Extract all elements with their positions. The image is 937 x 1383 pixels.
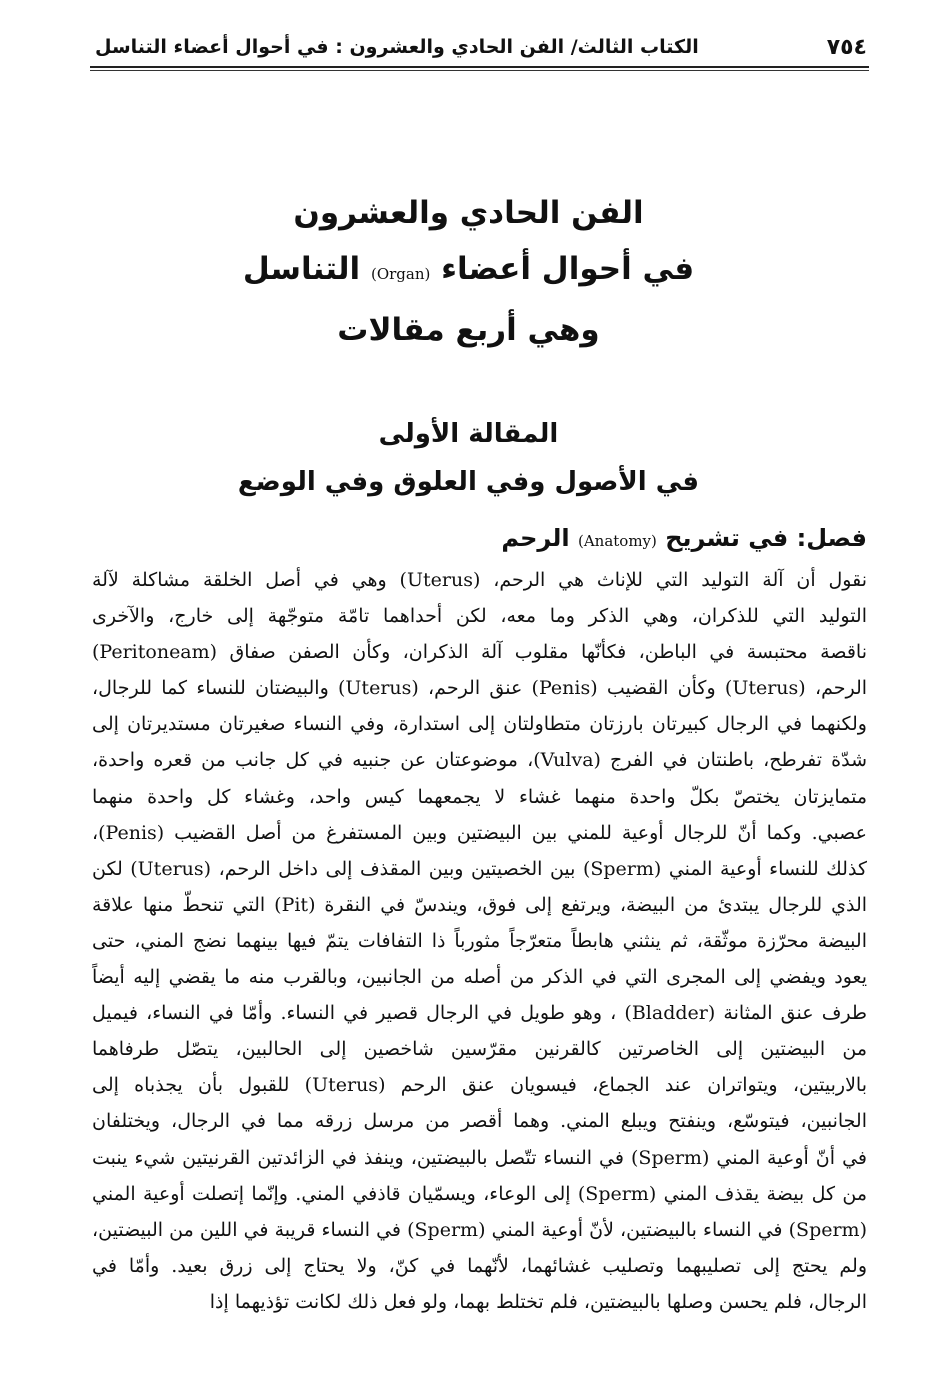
page-number: ٧٥٤ <box>826 34 867 60</box>
body-line: من كل بيضة يقذف المني (Sperm) إلى الوعاء، ويسمّيان قاذفي المني. وإنّما إتصلت أوعية المني <box>92 1182 867 1205</box>
body-line: متمايزتان يختصّ بكلّ واحدة منهما غشاء لا يجمعهما كيس واحد، وغشاء كل واحدة منهما <box>92 785 867 808</box>
body-line: (Sperm) في النساء بالبيضتين، لأنّ أوعية المني (Sperm) في النساء قريبة في اللين من البيضتين، <box>92 1218 867 1241</box>
header-rule-thin <box>90 70 869 71</box>
body-line: ولكنهما في الرجال كبيرتان بارزتان متطاولتان إلى استدارة، وفي النساء صغيرتان مستديرتان إلى <box>92 713 867 736</box>
chapter-label-after: الرحم <box>501 524 570 552</box>
body-line: يعود ويفضي إلى المجرى التي في الذكر من أصله من الجانبين، وبالقرب منه ما يقضي إليه أيضاً <box>92 966 867 989</box>
body-line: البيضة محرّزة موثّقة، ثم ينثني هابطاً متعرّجاً مثورباً ذا التفافات يتمّ فيها بينهما نضج المني، حتى <box>92 929 867 952</box>
title-line-1: الفن الحادي والعشرون <box>293 195 644 231</box>
running-title: الكتاب الثالث/ الفن الحادي والعشرون : في أحوال أعضاء التناسل <box>95 36 699 58</box>
title-line-3: وهي أربع مقالات <box>337 312 600 348</box>
body-line: عصبي. وكما أنّ للرجال أوعية للمني بين البيضتين وبين المستفرغ من أصل القضيب (Penis)، <box>92 821 867 844</box>
body-line: كذلك للنساء أوعية المني (Sperm) بين الخصيتين وبين المقذف إلى داخل الرحم، (Uterus) لكن <box>92 857 867 880</box>
body-line: من البيضتين إلى الخاصرتين كالقرنين مقرّسين شاخصين إلى الحالبين، يتصّل طرفاهما <box>92 1038 867 1061</box>
body-line: طرف عنق المثانة (Bladder) ، وهو طويل في الرجال قصير في النساء. وأمّا في النساء، فيميل <box>92 1002 867 1025</box>
title-term: (Organ) <box>370 265 431 283</box>
title-line-2-after: التناسل <box>242 251 361 287</box>
body-line: الرجال، فلم يحسن وصلها بالبيضتين، فلم تختلط بهما، ولو فعل ذلك لكانت تؤذيهما إذا <box>209 1290 867 1313</box>
body-line: ناقصة محتبسة في الباطن، فكأنّها مقلوب آلة الذكران، وكأن الصفن صفاق (Peritoneam) <box>92 641 867 664</box>
body-line: الذي للرجال يبتدئ من البيضة، ويرتفع إلى فوق، ويندسّ في النقرة (Pit) التي تنحطّ منها علاقة <box>92 893 867 916</box>
chapter-heading <box>90 518 867 561</box>
body-line: بالاربيتين، ويتواتران عند الجماع، فيسويان عنق الرحم (Uterus) للقبول بأن يجذباه إلى <box>92 1074 867 1097</box>
body-line: الجانبين، فيتوسّع، وينفتح ويبلع المني. وهما أقصر من مرسل زرقه مما في الرجال، ويختلفان <box>92 1110 867 1133</box>
title-line-2-before: في أحوال أعضاء <box>441 251 695 287</box>
section-heading <box>120 410 817 506</box>
body-line: التوليد التي للذكران، وهي الذكر وما معه، لكن أحداهما تامّة متوجّهة إلى خارج، والآخرى <box>92 605 867 628</box>
section-line-1: المقالة الأولى <box>378 419 559 449</box>
title-block <box>120 185 817 358</box>
chapter-term: (Anatomy) <box>577 532 657 550</box>
body-line: ولم يحتج إلى تصليبهما وتصليب غشائهما، لأنّهما في كنّ، ولا يحتاج إلى زرق بعيد. وأمّا في <box>92 1254 867 1277</box>
title-line-2 <box>120 241 817 302</box>
body-line: شدّة تفرطح، باطنتان في الفرج (Vulva)، موضوعتان عن جنبيه في كل جانب من قعره واحدة، <box>92 749 867 772</box>
body-line: الرحم، (Uterus) وكأن القضيب (Penis) عنق الرحم، (Uterus) والبيضتان للنساء كما للرجال، <box>92 677 867 700</box>
header-rule <box>90 66 869 68</box>
body-line: في أنّ أوعية المني (Sperm) في النساء تتّصل بالبيضتين، وينفذ في الزائدتين القرنيتين شيء ينبت <box>92 1146 867 1169</box>
chapter-label-before: فصل: في تشريح <box>665 524 867 552</box>
section-line-2: في الأصول وفي العلوق وفي الوضع <box>237 467 700 497</box>
body-line: نقول أن آلة التوليد التي للإناث هي الرحم، (Uterus) وهي في أصل الخلقة مشاكلة لآلة <box>92 569 867 591</box>
page-header <box>95 30 867 64</box>
body-text <box>92 562 867 1320</box>
